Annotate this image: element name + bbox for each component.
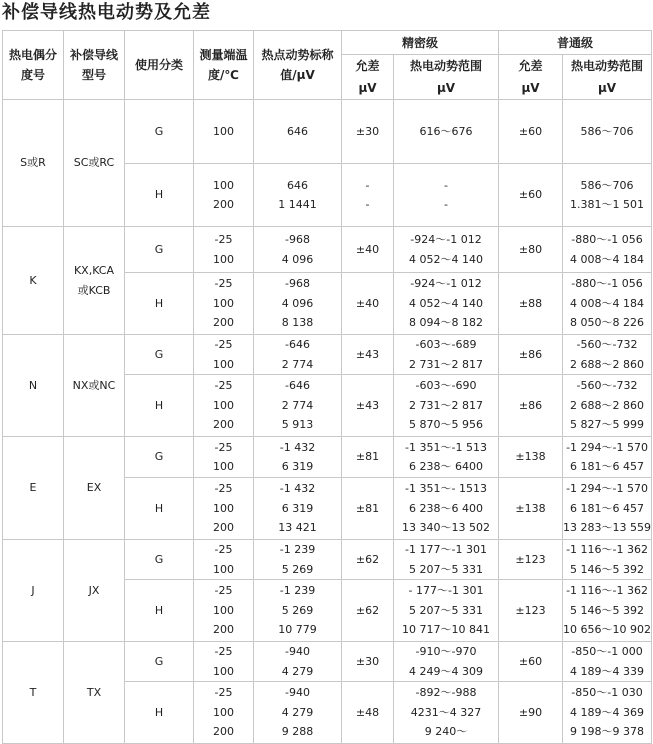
cell-ordinary-range: -1 294～-1 570 6 181～6 457 13 283～13 559 <box>563 478 652 540</box>
cell-precise-tol: - - <box>342 164 394 227</box>
cell-precise-tol: ±62 <box>342 540 394 580</box>
cell-temp: -25 100 200 <box>194 375 254 437</box>
cell-temp: -25 100 200 <box>194 580 254 642</box>
cell-precise-tol: ±43 <box>342 375 394 437</box>
cell-ordinary-tol: ±88 <box>499 273 563 335</box>
cell-precise-tol: ±30 <box>342 100 394 164</box>
cell-nominal: -940 4 279 9 288 <box>254 682 342 744</box>
page-title: 补偿导线热电动势及允差 <box>2 2 211 23</box>
cell-precise-range: -1 351～-1 513 6 238～ 6400 <box>394 437 499 478</box>
cell-thermocouple: J <box>3 540 64 642</box>
cell-nominal: -1 239 5 269 <box>254 540 342 580</box>
cell-temp: 100 <box>194 100 254 164</box>
cell-temp: -25 100 200 <box>194 478 254 540</box>
cell-precise-range: -603～-690 2 731～2 817 5 870～5 956 <box>394 375 499 437</box>
cell-use: G <box>125 100 194 164</box>
cell-thermocouple: S或R <box>3 100 64 227</box>
table-row <box>3 100 652 164</box>
cell-use: G <box>125 437 194 478</box>
cell-compensation-wire: KX,KCA 或KCB <box>64 227 125 335</box>
cell-ordinary-tol: ±86 <box>499 375 563 437</box>
cell-compensation-wire: JX <box>64 540 125 642</box>
cell-temp: -25 100 200 <box>194 273 254 335</box>
cell-precise-range: -603～-689 2 731～2 817 <box>394 335 499 375</box>
table-row <box>3 437 652 478</box>
cell-use: G <box>125 227 194 273</box>
thermocouple-table <box>2 30 652 744</box>
cell-precise-range: -1 177～-1 301 5 207～5 331 <box>394 540 499 580</box>
header-use-class: 使用分类 <box>125 31 194 100</box>
cell-temp: -25 100 <box>194 437 254 478</box>
cell-ordinary-range: -850～-1 000 4 189～4 339 <box>563 642 652 682</box>
cell-precise-tol: ±81 <box>342 478 394 540</box>
cell-ordinary-tol: ±123 <box>499 540 563 580</box>
cell-nominal: -968 4 096 <box>254 227 342 273</box>
cell-use: H <box>125 478 194 540</box>
cell-thermocouple: N <box>3 335 64 437</box>
cell-ordinary-range: -1 294～-1 570 6 181～6 457 <box>563 437 652 478</box>
cell-temp: -25 100 <box>194 540 254 580</box>
header-precise-grade: 精密级 <box>342 31 499 55</box>
cell-ordinary-tol: ±80 <box>499 227 563 273</box>
cell-precise-tol: ±43 <box>342 335 394 375</box>
cell-use: H <box>125 375 194 437</box>
cell-ordinary-range: -1 116～-1 362 5 146～5 392 10 656～10 902 <box>563 580 652 642</box>
cell-thermocouple: K <box>3 227 64 335</box>
cell-ordinary-range: 586～706 1.381～1 501 <box>563 164 652 227</box>
cell-nominal: 646 1 1441 <box>254 164 342 227</box>
header-temperature: 测量端温 度/℃ <box>194 31 254 100</box>
cell-ordinary-tol: ±60 <box>499 164 563 227</box>
table-row <box>3 642 652 682</box>
cell-ordinary-range: -880～-1 056 4 008～4 184 8 050～8 226 <box>563 273 652 335</box>
header-precise-range: 热电动势范围 μV <box>394 55 499 100</box>
cell-nominal: 646 <box>254 100 342 164</box>
table-row <box>3 227 652 273</box>
cell-precise-tol: ±30 <box>342 642 394 682</box>
cell-ordinary-tol: ±138 <box>499 478 563 540</box>
cell-ordinary-range: -1 116～-1 362 5 146～5 392 <box>563 540 652 580</box>
cell-thermocouple: T <box>3 642 64 744</box>
cell-use: H <box>125 682 194 744</box>
cell-precise-range: -910～-970 4 249～4 309 <box>394 642 499 682</box>
header-ordinary-tolerance: 允差 μV <box>499 55 563 100</box>
cell-ordinary-tol: ±86 <box>499 335 563 375</box>
cell-ordinary-range: -880～-1 056 4 008～4 184 <box>563 227 652 273</box>
cell-precise-range: -1 351～- 1513 6 238～6 400 13 340～13 502 <box>394 478 499 540</box>
cell-nominal: -646 2 774 <box>254 335 342 375</box>
cell-temp: -25 100 <box>194 335 254 375</box>
header-nominal-emf: 热点动势标称 值/μV <box>254 31 342 100</box>
cell-precise-range: - 177～-1 301 5 207～5 331 10 717～10 841 <box>394 580 499 642</box>
cell-ordinary-range: 586～706 <box>563 100 652 164</box>
cell-use: H <box>125 580 194 642</box>
cell-precise-tol: ±81 <box>342 437 394 478</box>
cell-compensation-wire: SC或RC <box>64 100 125 227</box>
cell-precise-tol: ±62 <box>342 580 394 642</box>
header-compensation-wire: 补偿导线 型号 <box>64 31 125 100</box>
cell-nominal: -1 432 6 319 13 421 <box>254 478 342 540</box>
cell-temp: -25 100 <box>194 642 254 682</box>
cell-temp: -25 100 <box>194 227 254 273</box>
cell-precise-tol: ±40 <box>342 227 394 273</box>
cell-ordinary-tol: ±60 <box>499 642 563 682</box>
cell-precise-tol: ±48 <box>342 682 394 744</box>
cell-nominal: -968 4 096 8 138 <box>254 273 342 335</box>
header-precise-tolerance: 允差 μV <box>342 55 394 100</box>
cell-ordinary-range: -560～-732 2 688～2 860 <box>563 335 652 375</box>
cell-precise-range: - - <box>394 164 499 227</box>
header-thermocouple: 热电偶分 度号 <box>3 31 64 100</box>
cell-compensation-wire: NX或NC <box>64 335 125 437</box>
cell-use: H <box>125 164 194 227</box>
header-ordinary-grade: 普通级 <box>499 31 652 55</box>
cell-precise-range: 616～676 <box>394 100 499 164</box>
cell-compensation-wire: EX <box>64 437 125 540</box>
cell-precise-range: -924～-1 012 4 052～4 140 8 094～8 182 <box>394 273 499 335</box>
cell-precise-tol: ±40 <box>342 273 394 335</box>
cell-ordinary-tol: ±90 <box>499 682 563 744</box>
cell-precise-range: -892～-988 4231～4 327 9 240～ <box>394 682 499 744</box>
cell-temp: -25 100 200 <box>194 682 254 744</box>
cell-compensation-wire: TX <box>64 642 125 744</box>
cell-ordinary-tol: ±60 <box>499 100 563 164</box>
cell-ordinary-tol: ±123 <box>499 580 563 642</box>
cell-nominal: -1 239 5 269 10 779 <box>254 580 342 642</box>
cell-ordinary-range: -850～-1 030 4 189～4 369 9 198～9 378 <box>563 682 652 744</box>
header-ordinary-range: 热电动势范围 μV <box>563 55 652 100</box>
cell-nominal: -940 4 279 <box>254 642 342 682</box>
cell-temp: 100 200 <box>194 164 254 227</box>
cell-use: H <box>125 273 194 335</box>
cell-ordinary-range: -560～-732 2 688～2 860 5 827～5 999 <box>563 375 652 437</box>
cell-use: G <box>125 642 194 682</box>
cell-nominal: -646 2 774 5 913 <box>254 375 342 437</box>
cell-precise-range: -924～-1 012 4 052～4 140 <box>394 227 499 273</box>
cell-ordinary-tol: ±138 <box>499 437 563 478</box>
cell-nominal: -1 432 6 319 <box>254 437 342 478</box>
cell-use: G <box>125 540 194 580</box>
table-row <box>3 335 652 375</box>
cell-use: G <box>125 335 194 375</box>
table-row <box>3 540 652 580</box>
cell-thermocouple: E <box>3 437 64 540</box>
